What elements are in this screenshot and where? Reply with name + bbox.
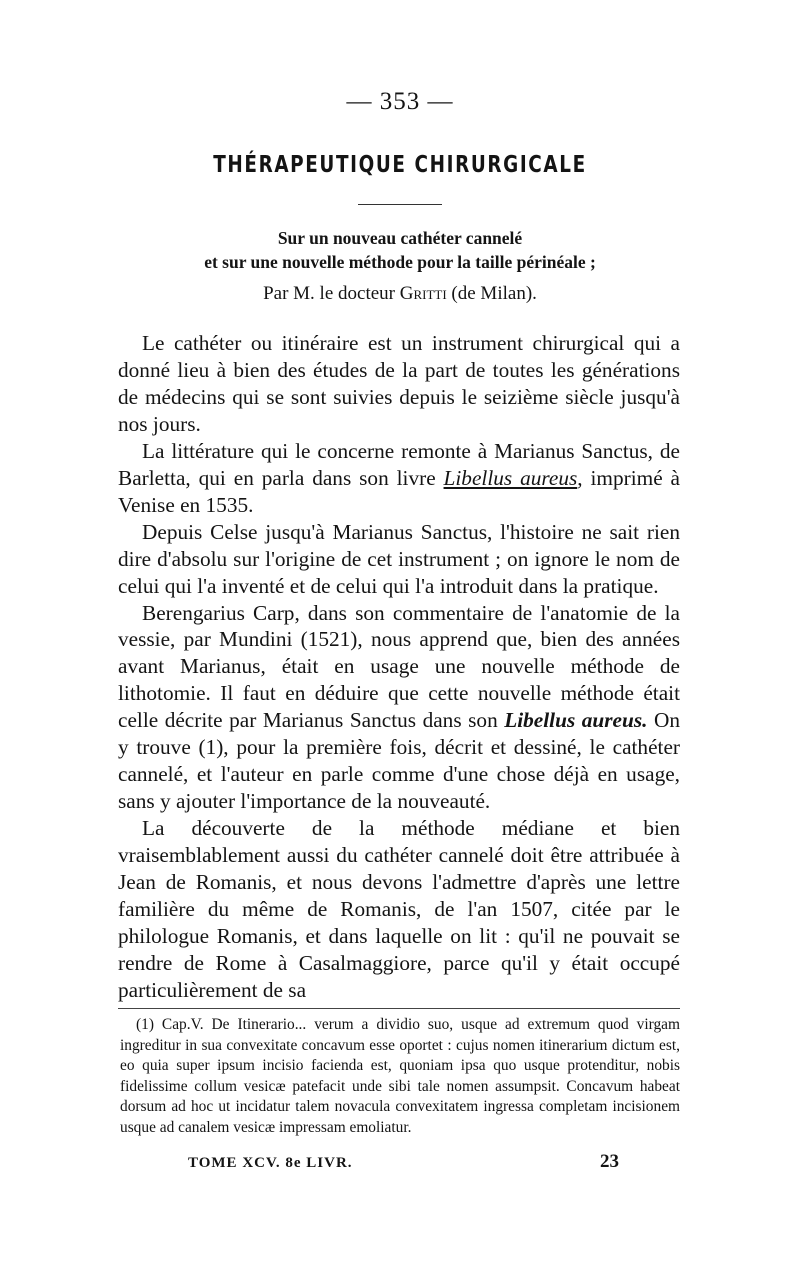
signature-mark: TOME XCV. 8e LIVR. bbox=[188, 1155, 353, 1171]
paragraph-1: Le cathéter ou itinéraire est un instrument chirurgical qui a donné lieu à bien des études de la part de toutes les générations de médecins qui se sont suivies depuis le seizième siècle jusqu'à nos jours. bbox=[118, 331, 680, 436]
byline bbox=[0, 283, 800, 305]
paragraph-3: Depuis Celse jusqu'à Marianus Sanctus, l'histoire ne sait rien dire d'absolu sur l'origine de cet instrument ; on ignore le nom de celui qui l'a inventé et de celui qui l'a introduit dans la pratique. bbox=[118, 519, 680, 598]
paragraph-4-text-b: On y trouve (1), pour la première fois, décrit et dessiné, le cathéter cannelé, et l'auteur en parle comme d'une chose déjà en usage, sans y ajouter l'importance de la nouveauté. bbox=[118, 708, 680, 814]
paragraph-4 bbox=[118, 600, 680, 816]
article-title bbox=[0, 226, 800, 274]
section-title: THÉRAPEUTIQUE CHIRURGICALE bbox=[213, 152, 587, 178]
book-title: Libellus aureus bbox=[443, 465, 578, 490]
article-body bbox=[118, 330, 680, 1004]
byline-prefix: Par M. le docteur bbox=[263, 283, 400, 304]
footnote: (1) Cap.V. De Itinerario... verum a dividio suo, usque ad extremum quod virgam ingreditur in sua convexitate concavum esse oportet : cujus nomen itinerarium dictum est, eo quia super ipsum incisio facienda est, quoniam ipsa quo usque protenditur, nobis fidelissime collum vesicæ patefacit unde sibi tale nomen assumpsit. Concavum habeat dorsum ad hoc ut incidatur talem novacula convexitatem ingressa completam incisionem usque ad canalem vesicæ impressam emoliatur. bbox=[120, 1016, 680, 1136]
paragraph-5: La découverte de la méthode médiane et bien vraisemblablement aussi du cathéter cannelé doit être attribuée à Jean de Romanis, et nous devons l'admettre d'après une lettre familière du même de Romanis, de l'an 1507, citée par le philologue Romanis, et dans laquelle on lit : qu'il ne pouvait se rendre de Rome à Casalmaggiore, parce qu'il y était occupé particulièrement de sa bbox=[118, 816, 680, 1002]
byline-author: Gritti bbox=[399, 283, 447, 304]
paragraph-4-text-a: Berengarius Carp, dans son commentaire de l'anatomie de la vessie, par Mundini (1521), nous apprend que, bien des années avant Marianus, était en usage une nouvelle méthode de lithotomie. Il faut en déduire que cette nouvelle méthode était celle décrite par Marianus Sanctus dans son bbox=[118, 600, 680, 733]
page-number: — 353 — bbox=[346, 88, 454, 115]
paragraph-2-text-b: , imprimé à Venise en 1535. bbox=[118, 465, 680, 517]
article-title-line-1: Sur un nouveau cathéter cannelé bbox=[277, 228, 523, 248]
byline-suffix: (de Milan). bbox=[446, 283, 537, 304]
paragraph-2 bbox=[118, 438, 680, 519]
sheet-number: 23 bbox=[600, 1151, 619, 1172]
title-rule bbox=[358, 204, 442, 205]
paragraph-2-text-a: La littérature qui le concerne remonte à Marianus Sanctus, de Barletta, qui en parla dans son livre bbox=[118, 438, 680, 490]
book-title-2: Libellus aureus. bbox=[504, 708, 648, 733]
article-title-line-2: et sur une nouvelle méthode pour la taille périnéale ; bbox=[204, 252, 596, 272]
footnote-rule bbox=[118, 1008, 680, 1009]
